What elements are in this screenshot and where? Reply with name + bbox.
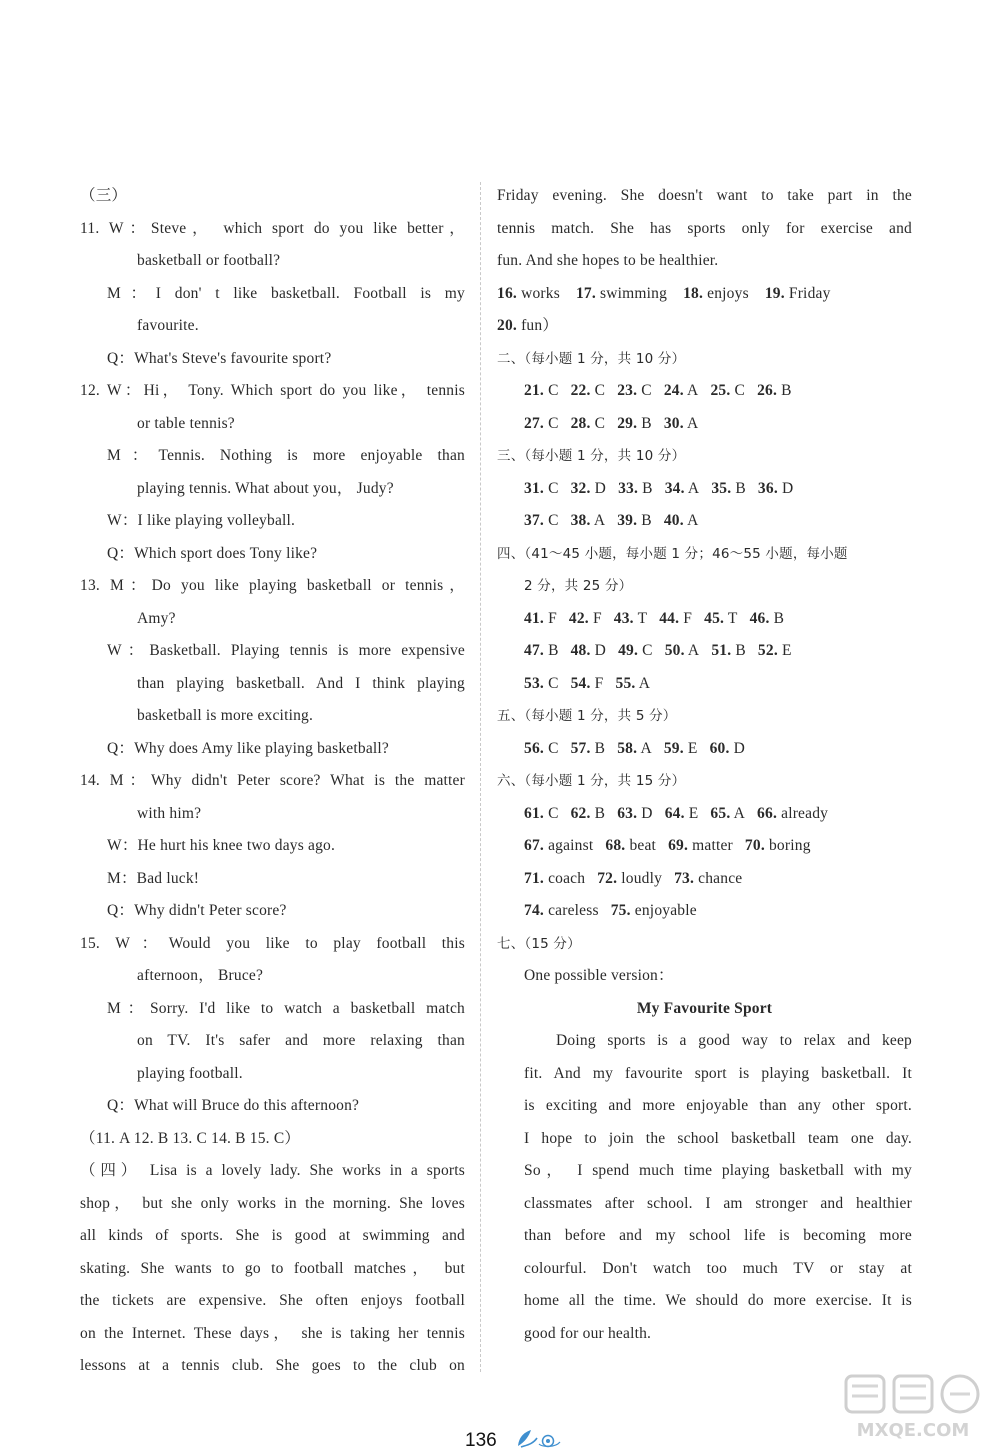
answer-row	[497, 798, 912, 831]
question-number: 53.	[524, 674, 544, 692]
section-heading: 四、（41～45 小题，每小题 1 分；46～55 小题，每小题	[497, 545, 848, 562]
answer-value: A	[687, 512, 699, 529]
watermark-logo	[838, 1372, 988, 1444]
answer-row	[497, 668, 912, 701]
question-number: 73.	[674, 869, 695, 887]
answer-value: A	[638, 674, 651, 692]
answer-item	[711, 635, 746, 668]
answer-value: C	[548, 414, 559, 432]
question-number: 54.	[570, 674, 591, 692]
answer-item	[524, 830, 593, 863]
essay-line: So， I spend much time playing basketball with my	[524, 1162, 912, 1179]
answer-item	[664, 408, 699, 441]
text-line: Q：Why didn't Peter score?	[107, 902, 287, 919]
answer-value: C	[594, 382, 606, 399]
answer-item	[524, 473, 559, 506]
essay-line: good for our health.	[524, 1324, 652, 1342]
text-line: 12. W：Hi， Tony. Which sport do you like， tennis	[80, 382, 465, 399]
answer-value: B	[594, 804, 606, 822]
answer-item	[617, 798, 652, 831]
answer-value: C	[548, 674, 559, 692]
answer-item	[664, 733, 698, 766]
answer-item	[665, 473, 700, 506]
answer-item	[750, 603, 785, 636]
question-number: 23.	[617, 382, 638, 399]
answer-value: C	[642, 642, 653, 659]
text-line: Q：Why does Amy like playing basketball?	[107, 739, 390, 757]
text-line: skating. She wants to go to football matches， but	[80, 1259, 465, 1277]
text-line: 13. M：Do you like playing basketball or tennis，	[80, 577, 465, 594]
answer-row	[497, 408, 912, 441]
question-number: 62.	[570, 804, 591, 822]
answer-item	[710, 798, 745, 831]
answer-value: C	[548, 804, 559, 822]
answer-item	[571, 798, 606, 831]
answer-item	[571, 733, 606, 766]
answer-value: D	[594, 479, 607, 497]
question-number: 63.	[617, 804, 638, 822]
answer-item	[497, 310, 558, 343]
answer-value: already	[781, 804, 829, 822]
answer-value: E	[781, 642, 792, 659]
text-line: M：I don' t like basketball. Football is my	[107, 284, 465, 302]
answer-item	[665, 635, 700, 668]
text-line: Amy?	[137, 609, 176, 627]
answer-item	[659, 603, 692, 636]
answer-item	[745, 830, 811, 863]
answer-item	[569, 603, 602, 636]
answer-item	[758, 473, 793, 506]
question-number: 58.	[617, 739, 638, 757]
answer-value: A	[733, 804, 746, 822]
answer-row	[497, 830, 912, 863]
answer-value: C	[548, 512, 559, 529]
answer-value: D	[781, 479, 794, 497]
text-line: basketball or football?	[137, 252, 281, 269]
answer-item	[674, 863, 742, 896]
answer-item	[710, 375, 745, 408]
answer-item	[710, 733, 745, 766]
text-line: M：Bad luck!	[107, 869, 200, 887]
question-number: 25.	[710, 382, 731, 399]
answer-value: C	[641, 382, 652, 399]
question-number: 56.	[524, 739, 544, 757]
question-number: 52.	[757, 642, 778, 659]
answer-item	[571, 668, 604, 701]
text-line: than playing basketball. And I think playing	[137, 674, 465, 692]
question-number: 48.	[570, 642, 591, 659]
question-number: 57.	[570, 739, 591, 757]
question-number: 22.	[570, 382, 591, 399]
answer-item	[524, 668, 559, 701]
answer-item	[524, 733, 559, 766]
answer-value: against	[548, 837, 594, 854]
question-number: 19.	[764, 284, 785, 302]
text-line: Q：Which sport does Tony like?	[107, 544, 318, 562]
question-number: 33.	[618, 479, 639, 497]
leaf-ornament-icon	[515, 1428, 563, 1450]
column-divider	[480, 182, 481, 1372]
answer-row	[497, 310, 912, 343]
answer-item	[571, 375, 606, 408]
essay-line: home all the time. We should do more exercise. It is	[524, 1292, 912, 1309]
answer-item	[524, 863, 585, 896]
answer-item	[597, 863, 662, 896]
question-number: 65.	[710, 804, 731, 822]
answer-item	[524, 798, 559, 831]
section-heading: 七、（15 分）	[497, 935, 581, 952]
answer-value: F	[592, 609, 602, 627]
answer-value: E	[687, 739, 698, 757]
answer-row	[497, 733, 912, 766]
answer-value: loudly	[621, 869, 663, 887]
text-line: M：Sorry. I'd like to watch a basketball match	[107, 999, 465, 1017]
text-line: playing tennis. What about you， Judy?	[137, 479, 394, 497]
essay-line: than before and my school life is becoming more	[524, 1227, 912, 1244]
question-number: 74.	[524, 902, 544, 919]
question-number: 20.	[497, 317, 517, 334]
answer-item	[571, 408, 606, 441]
section-heading: 六、（每小题 1 分，共 15 分）	[497, 773, 686, 789]
answer-value: B	[781, 382, 792, 399]
answer-item	[576, 278, 667, 311]
essay-title: My Favourite Sport	[636, 999, 773, 1017]
question-number: 43.	[613, 609, 634, 627]
answer-value: F	[594, 674, 604, 692]
answer-row	[497, 375, 912, 408]
question-number: 30.	[663, 414, 684, 432]
answer-value: C	[734, 382, 746, 399]
answer-item	[758, 635, 792, 668]
question-number: 17.	[575, 284, 596, 302]
text-line: （三）	[80, 187, 128, 204]
answer-value: E	[688, 804, 699, 822]
section-heading: 二、（每小题 1 分，共 10 分）	[497, 350, 686, 367]
question-number: 70.	[744, 837, 765, 854]
question-number: 16.	[497, 284, 517, 302]
question-number: 69.	[668, 837, 689, 854]
section-heading: 2 分，共 25 分）	[524, 578, 633, 594]
answer-item	[524, 603, 557, 636]
answer-item	[711, 473, 746, 506]
answer-value: A	[687, 382, 699, 399]
essay-line: is exciting and more enjoyable than any other sport.	[524, 1097, 912, 1114]
question-number: 49.	[618, 642, 639, 659]
answer-row	[497, 473, 912, 506]
essay-line: fit. And my favourite sport is playing basketball. It	[524, 1064, 912, 1082]
text-line: all kinds of sports. She is good at swimming and	[80, 1227, 465, 1244]
question-number: 75.	[610, 902, 631, 919]
text-line: 15. W：Would you like to play football this	[80, 934, 465, 952]
question-number: 67.	[524, 837, 544, 854]
answer-value: D	[641, 804, 653, 822]
text-line: with him?	[137, 804, 202, 822]
answer-item	[757, 798, 828, 831]
question-number: 40.	[663, 512, 684, 529]
question-number: 64.	[664, 804, 685, 822]
question-number: 28.	[570, 414, 591, 432]
question-number: 46.	[749, 609, 770, 627]
text-line: the tickets are expensive. She often enjoys football	[80, 1292, 465, 1309]
answer-item	[497, 278, 560, 311]
question-number: 39.	[617, 512, 638, 529]
essay-line: classmates after school. I am stronger and healthier	[524, 1194, 912, 1212]
text-line: favourite.	[137, 317, 199, 334]
question-number: 21.	[524, 382, 544, 399]
answer-item	[571, 505, 606, 538]
question-number: 60.	[709, 739, 730, 757]
question-number: 36.	[757, 479, 778, 497]
answer-value: T	[727, 609, 738, 627]
answer-value: B	[735, 642, 746, 659]
answer-value: C	[548, 479, 559, 497]
answer-value: enjoyable	[634, 902, 697, 919]
answer-row	[497, 603, 912, 636]
answer-item	[664, 505, 699, 538]
question-number: 26.	[757, 382, 778, 399]
answer-value: D	[594, 642, 607, 659]
text-line: One possible version：	[524, 967, 674, 984]
answer-item	[524, 635, 559, 668]
answer-value: C	[548, 382, 559, 399]
watermark-text: MXQE.COM	[856, 1420, 970, 1441]
text-line: M：Tennis. Nothing is more enjoyable than	[107, 447, 465, 464]
answer-value: enjoys	[707, 284, 749, 302]
section-heading: 三、（每小题 1 分，共 10 分）	[497, 448, 686, 464]
question-number: 66.	[757, 804, 778, 822]
text-line: Friday evening. She doesn't want to take part in the	[497, 187, 912, 204]
answer-item	[614, 603, 647, 636]
answer-item	[617, 408, 652, 441]
answer-item	[605, 830, 656, 863]
answer-item	[765, 278, 831, 311]
answer-item	[617, 733, 652, 766]
answer-value: Friday	[788, 284, 831, 302]
question-number: 24.	[663, 382, 684, 399]
answer-row	[497, 895, 912, 928]
answer-value: careless	[548, 902, 599, 919]
question-number: 59.	[663, 739, 684, 757]
answer-item	[618, 473, 653, 506]
section-heading: 五、（每小题 1 分，共 5 分）	[497, 708, 677, 724]
answer-item	[757, 375, 792, 408]
question-number: 29.	[617, 414, 638, 432]
question-number: 42.	[568, 609, 589, 627]
answer-item	[524, 408, 559, 441]
text-line: W：Basketball. Playing tennis is more expensive	[107, 642, 465, 659]
question-number: 27.	[524, 414, 544, 432]
text-line: or table tennis?	[137, 414, 235, 432]
question-number: 37.	[524, 512, 544, 529]
answer-value: D	[733, 739, 746, 757]
answer-value: boring	[768, 837, 811, 854]
answer-item	[683, 278, 749, 311]
text-line: Q：What will Bruce do this afternoon?	[107, 1097, 360, 1114]
text-line: W：He hurt his knee two days ago.	[107, 837, 336, 854]
answer-value: A	[593, 512, 606, 529]
question-number: 41.	[524, 609, 544, 627]
text-line: 14. M：Why didn't Peter score? What is the matter	[80, 772, 465, 789]
answer-value: chance	[698, 869, 743, 887]
answer-item	[617, 375, 652, 408]
text-line: tennis match. She has sports only for exercise and	[497, 219, 912, 237]
answer-value: fun）	[521, 317, 559, 334]
question-number: 18.	[683, 284, 704, 302]
answer-row	[497, 635, 912, 668]
question-number: 35.	[711, 479, 732, 497]
text-line: playing football.	[137, 1064, 243, 1082]
answer-value: beat	[629, 837, 657, 854]
question-number: 71.	[524, 869, 544, 887]
answer-row	[497, 278, 912, 311]
answer-item	[524, 505, 559, 538]
question-number: 31.	[524, 479, 544, 497]
answer-item	[617, 505, 652, 538]
text-line: afternoon， Bruce?	[137, 967, 264, 984]
text-line: on TV. It's safer and more relaxing than	[137, 1032, 465, 1049]
answer-item	[611, 895, 697, 928]
answer-value: B	[735, 479, 746, 497]
text-line: 11. W：Steve， which sport do you like better，	[80, 219, 465, 237]
question-number: 45.	[704, 609, 725, 627]
answer-row	[497, 863, 912, 896]
left-column	[80, 180, 465, 1383]
answer-value: B	[642, 479, 653, 497]
question-number: 68.	[605, 837, 626, 854]
question-number: 44.	[659, 609, 680, 627]
answer-value: C	[548, 739, 559, 757]
question-number: 51.	[711, 642, 732, 659]
text-line: （四） Lisa is a lovely lady. She works in a sports	[80, 1162, 465, 1179]
answer-item	[668, 830, 733, 863]
answer-value: F	[548, 609, 557, 627]
answer-item	[571, 473, 606, 506]
answer-value: A	[640, 739, 652, 757]
essay-line: colourful. Don't watch too much TV or stay at	[524, 1259, 912, 1277]
question-number: 32.	[570, 479, 591, 497]
text-line: W：I like playing volleyball.	[107, 512, 296, 529]
question-number: 38.	[570, 512, 591, 529]
answer-value: F	[683, 609, 693, 627]
answer-value: B	[641, 512, 652, 529]
answer-item	[665, 798, 699, 831]
question-number: 61.	[524, 804, 544, 822]
answer-item	[616, 668, 651, 701]
question-number: 47.	[524, 642, 544, 659]
question-number: 72.	[597, 869, 618, 887]
answer-value: B	[641, 414, 652, 432]
question-number: 55.	[615, 674, 636, 692]
text-line: fun. And she hopes to be healthier.	[497, 252, 719, 269]
answer-value: works	[521, 284, 560, 302]
answer-value: B	[548, 642, 559, 659]
answer-value: C	[594, 414, 606, 432]
answer-value: T	[637, 609, 648, 627]
question-number: 34.	[664, 479, 685, 497]
answer-item	[524, 895, 599, 928]
answer-item	[524, 375, 559, 408]
essay-line: I hope to join the school basketball team one day.	[524, 1129, 912, 1147]
text-line: Q：What's Steve's favourite sport?	[107, 349, 332, 367]
right-column	[497, 180, 912, 1350]
essay-line: Doing sports is a good way to relax and keep	[556, 1032, 912, 1049]
answer-item	[618, 635, 653, 668]
text-line: on the Internet. These days， she is taking her tennis	[80, 1324, 465, 1342]
answer-value: B	[594, 739, 606, 757]
text-line: basketball is more exciting.	[137, 707, 314, 724]
answer-value: matter	[692, 837, 733, 854]
answer-value: A	[687, 414, 699, 432]
question-number: 50.	[664, 642, 685, 659]
answer-value: B	[773, 609, 785, 627]
answer-item	[664, 375, 699, 408]
text-line: lessons at a tennis club. She goes to the club on	[80, 1357, 465, 1374]
answer-item	[704, 603, 737, 636]
page-number: 136	[465, 1430, 497, 1451]
answer-value: A	[687, 642, 700, 659]
answer-item	[571, 635, 606, 668]
text-line: shop， but she only works in the morning. She loves	[80, 1194, 465, 1212]
answer-row	[497, 505, 912, 538]
answer-value: coach	[548, 869, 586, 887]
answer-value: swimming	[600, 284, 668, 302]
answer-value: A	[687, 479, 700, 497]
text-line: （11. A 12. B 13. C 14. B 15. C）	[80, 1129, 301, 1147]
